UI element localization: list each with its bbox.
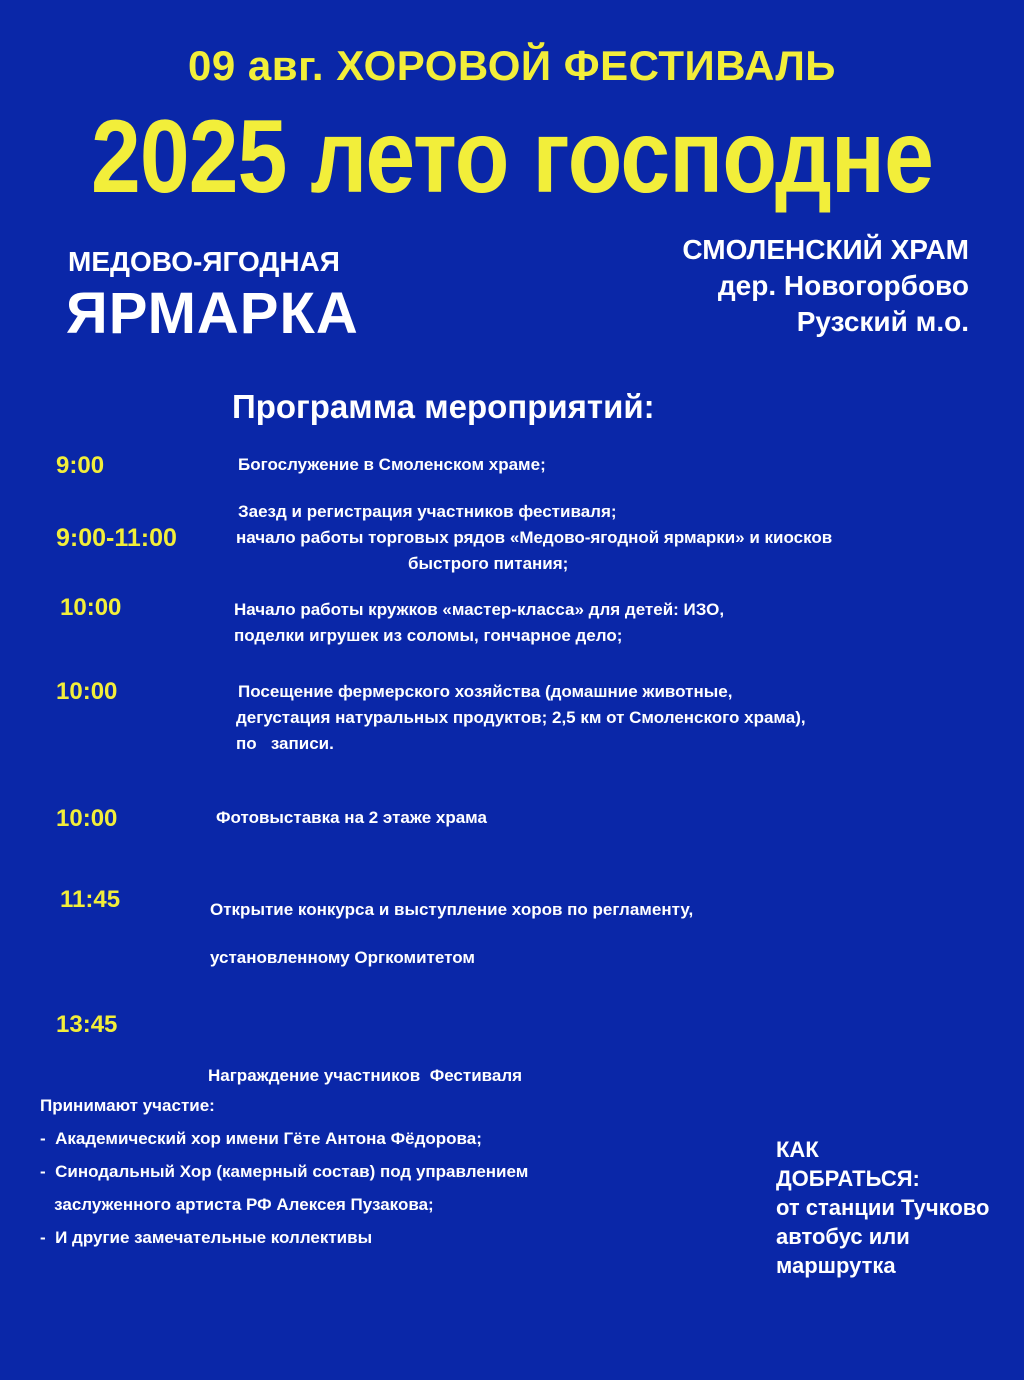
route-block <box>776 1135 989 1280</box>
program-desc <box>234 597 724 649</box>
participant-item: заслуженного артиста РФ Алексея Пузакова; <box>40 1195 434 1214</box>
program-desc-line: Посещение фермерского хозяйства (домашние животные, <box>238 682 733 701</box>
program-desc-line: дегустация натуральных продуктов; 2,5 км от Смоленского храма), <box>236 708 806 727</box>
program-desc-line: Заезд и регистрация участников фестиваля; <box>238 502 617 521</box>
program-title: Программа мероприятий: <box>232 388 655 425</box>
program-desc-line: быстрого питания; <box>408 554 569 573</box>
participants-block <box>40 1089 528 1254</box>
program-desc-line: поделки игрушек из соломы, гончарное дело; <box>234 626 623 645</box>
location-block <box>682 232 969 340</box>
route-transport: автобус или <box>776 1224 910 1249</box>
program-time: 13:45 <box>56 1011 118 1038</box>
participant-item: - Синодальный Хор (камерный состав) под управлением <box>40 1162 529 1181</box>
program-time: 10:00 <box>56 678 118 705</box>
participant-item: - И другие замечательные коллективы <box>40 1228 373 1247</box>
festival-year-title: 2025 лето господне <box>91 99 933 215</box>
program-desc <box>236 679 806 757</box>
participant-item: - Академический хор имени Гёте Антона Фёдорова; <box>40 1129 482 1148</box>
program-time: 10:00 <box>60 594 122 621</box>
program-desc-line: Награждение участников Фестиваля <box>208 1066 523 1085</box>
program-desc-line: Начало работы кружков «мастер-класса» для детей: ИЗО, <box>234 600 725 619</box>
program-desc-line: Фотовыставка на 2 этаже храма <box>216 808 487 827</box>
program-time: 11:45 <box>60 886 121 913</box>
program-desc <box>210 886 693 982</box>
program-time: 9:00 <box>56 452 105 479</box>
route-heading-1: КАК <box>776 1137 819 1162</box>
festival-date-title: 09 авг. ХОРОВОЙ ФЕСТИВАЛЬ <box>188 42 836 89</box>
location-church: СМОЛЕНСКИЙ ХРАМ <box>682 234 969 265</box>
program-desc-line: установленному Оргкомитетом <box>210 948 475 967</box>
program-time: 10:00 <box>56 805 118 832</box>
route-heading-2: ДОБРАТЬСЯ: <box>776 1166 920 1191</box>
program-desc-line: по записи. <box>236 734 334 753</box>
fair-subtitle: МЕДОВО-ЯГОДНАЯ <box>68 246 340 277</box>
route-station: от станции Тучково <box>776 1195 990 1220</box>
program-desc-line: Богослужение в Смоленском храме; <box>238 455 546 474</box>
participants-title: Принимают участие: <box>40 1096 215 1115</box>
program-desc-line: начало работы торговых рядов «Медово-ягодной ярмарки» и киосков <box>236 528 833 547</box>
fair-title: ЯРМАРКА <box>66 281 359 346</box>
program-desc <box>216 805 487 831</box>
program-desc <box>238 452 546 478</box>
location-village: дер. Новогорбово <box>717 270 969 301</box>
program-desc <box>236 499 976 577</box>
location-district: Рузский м.о. <box>796 306 969 337</box>
program-desc-line: Открытие конкурса и выступление хоров по регламенту, <box>210 900 694 919</box>
program-time: 9:00-11:00 <box>56 524 177 552</box>
route-transport-alt: маршрутка <box>776 1253 896 1278</box>
